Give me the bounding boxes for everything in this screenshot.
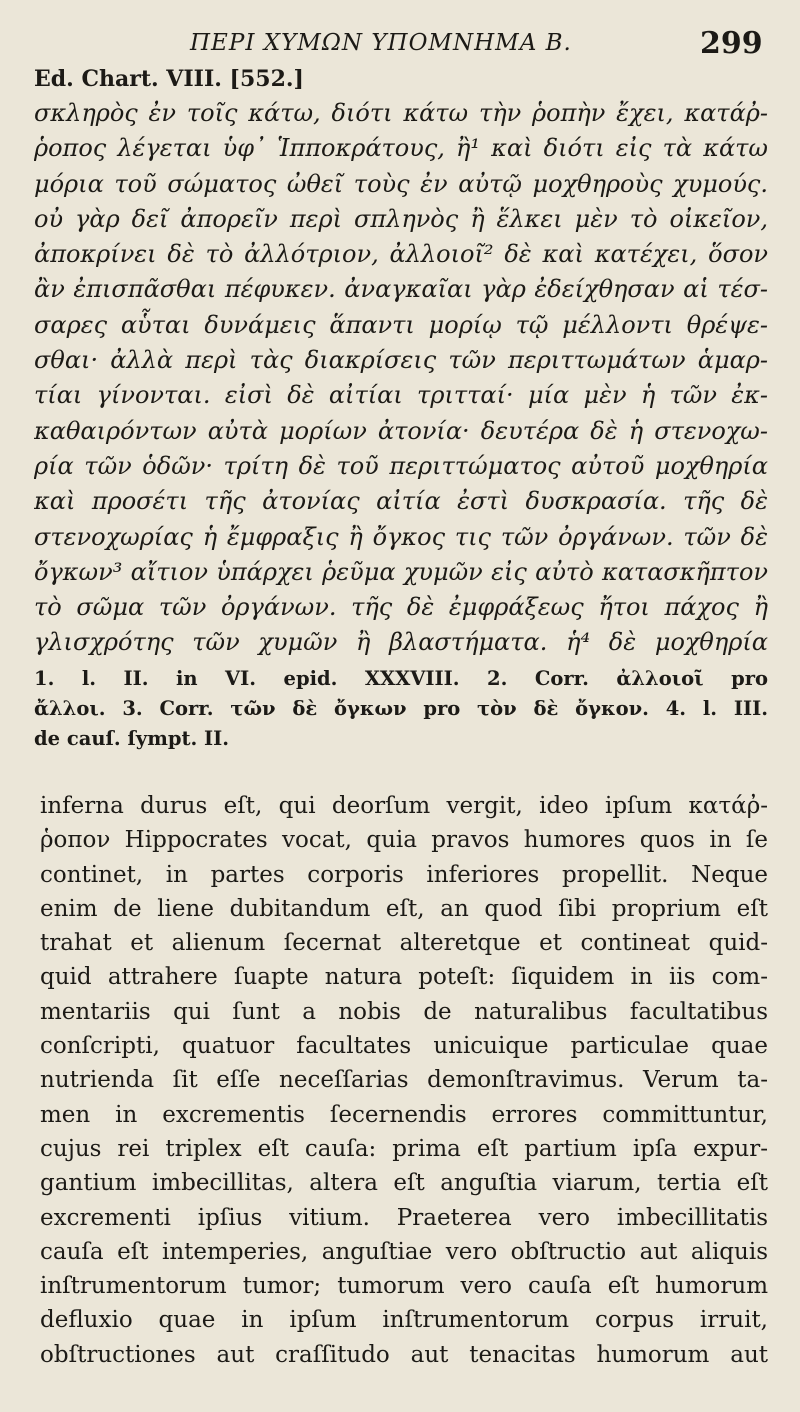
latin-text-line: inſtrumentorum tumor; tumorum vero cauſa eſt humorum bbox=[40, 1273, 768, 1300]
greek-text-line: ἀποκρίνει δὲ τὸ ἀλλότριον, ἀλλοιοῖ² δὲ καὶ κατέχει, ὅσον bbox=[34, 240, 768, 269]
greek-text-line: ὄγκων³ αἴτιον ὑπάρχει ῥεῦμα χυμῶν εἰς αὐτὸ κατασκῆπτον bbox=[34, 557, 768, 586]
greek-text-line: ἂν ἐπισπᾶσθαι πέφυκεν. ἀναγκαῖαι γὰρ ἐδείχθησαν αἱ τέσ- bbox=[34, 275, 768, 304]
latin-text-line: continet, in partes corporis inferiores propellit. Neque bbox=[40, 861, 768, 888]
greek-text-line: ῥοπος λέγεται ὑφ᾽ Ἱπποκράτους, ἢ¹ καὶ διότι εἰς τὰ κάτω bbox=[34, 134, 768, 163]
latin-text-line: defluxio quae in ipſum inſtrumentorum corpus irruit, bbox=[40, 1307, 768, 1334]
latin-text-line: cujus rei triplex eſt cauſa: prima eſt partium ipſa expur- bbox=[40, 1135, 768, 1162]
latin-text-line: cauſa eſt intemperies, anguſtiae vero obſtructio aut aliquis bbox=[40, 1238, 768, 1265]
greek-text-line: καθαιρόντων αὐτὰ μορίων ἀτονία· δευτέρα δὲ ἡ στενοχω- bbox=[34, 416, 768, 445]
footnote-line: 1. l. II. in VI. epid. XXXVIII. 2. Corr. ἀλλοιοῖ pro bbox=[34, 667, 768, 690]
greek-text-block bbox=[34, 96, 768, 661]
greek-text-line: στενοχωρίας ἡ ἔμφραξις ἢ ὄγκος τις τῶν ὀργάνων. τῶν δὲ bbox=[34, 522, 768, 551]
latin-text-line: trahat et alienum ſecernat alteretque et contineat quid- bbox=[40, 930, 768, 957]
greek-text-line: οὐ γὰρ δεῖ ἀπορεῖν περὶ σπληνὸς ἢ ἕλκει μὲν τὸ οἰκεῖον, bbox=[34, 204, 768, 233]
latin-text-line: conſcripti, quatuor facultates unicuique particulae quae bbox=[40, 1033, 768, 1060]
greek-text-line: μόρια τοῦ σώματος ὠθεῖ τοὺς ἐν αὐτῷ μοχθηροὺς χυμούς. bbox=[34, 169, 768, 198]
footnote-line: ἄλλοι. 3. Corr. τῶν δὲ ὄγκων pro τὸν δὲ ὄγκον. 4. l. III. bbox=[34, 697, 768, 720]
latin-text-line: mentariis qui ſunt a nobis de naturalibus facultatibus bbox=[40, 998, 768, 1025]
greek-text-line: σθαι· ἀλλὰ περὶ τὰς διακρίσεις τῶν περιττωμάτων ἁμαρ- bbox=[34, 346, 768, 375]
latin-text-line: gantium imbecillitas, altera eſt anguſtia viarum, tertia eſt bbox=[40, 1170, 768, 1197]
latin-text-line: men in excrementis ſecernendis errores committuntur, bbox=[40, 1101, 768, 1128]
edition-reference: Ed. Chart. VIII. [552.] bbox=[34, 66, 304, 92]
latin-text-line: inferna durus eſt, qui deorſum vergit, ideo ipſum κατάῤ- bbox=[40, 793, 768, 819]
latin-text-line: obſtructiones aut craſſitudo aut tenacitas humorum aut bbox=[40, 1341, 768, 1368]
greek-text-line: καὶ προσέτι τῆς ἀτονίας αἰτία ἐστὶ δυσκρασία. τῆς δὲ bbox=[34, 487, 768, 516]
latin-text-line: excrementi ipſius vitium. Praeterea vero imbecillitatis bbox=[40, 1204, 768, 1231]
greek-text-line: τὸ σῶμα τῶν ὀργάνων. τῆς δὲ ἐμφράξεως ἤτοι πάχος ἢ bbox=[34, 593, 768, 622]
latin-text-line: enim de liene dubitandum eſt, an quod ſibi proprium eſt bbox=[40, 895, 768, 922]
latin-text-block bbox=[40, 789, 768, 1372]
latin-text-line: ῥοπον Hippocrates vocat, quia pravos humores quos in ſe bbox=[40, 827, 768, 854]
greek-text-line: ρία τῶν ὁδῶν· τρίτη δὲ τοῦ περιττώματος αὐτοῦ μοχθηρία bbox=[34, 451, 768, 480]
greek-text-line: σκληρὸς ἐν τοῖς κάτω, διότι κάτω τὴν ῥοπὴν ἔχει, κατάῤ- bbox=[34, 99, 768, 127]
latin-text-line: nutrienda ſit eſſe neceſſarias demonſtravimus. Verum ta- bbox=[40, 1067, 768, 1094]
greek-text-line: γλισχρότης τῶν χυμῶν ἢ βλαστήματα. ἡ⁴ δὲ μοχθηρία bbox=[34, 628, 768, 657]
running-title: ΠΕΡΙ ΧΥΜΩΝ ΥΠΟΜΝΗΜΑ Β. bbox=[190, 30, 572, 56]
greek-text-line: τίαι γίνονται. εἰσὶ δὲ αἰτίαι τριτταί· μία μὲν ἡ τῶν ἐκ- bbox=[34, 381, 768, 410]
greek-text-line: σαρες αὗται δυνάμεις ἅπαντι μορίῳ τῷ μέλλοντι θρέψε- bbox=[34, 310, 768, 339]
footnotes bbox=[34, 664, 768, 754]
footnote-line: de cauſ. ſympt. II. bbox=[34, 727, 230, 750]
latin-text-line: quid attrahere ſuapte natura poteſt: ſiquidem in iis com- bbox=[40, 964, 768, 991]
page-number: 299 bbox=[700, 26, 763, 61]
running-head bbox=[0, 26, 800, 66]
